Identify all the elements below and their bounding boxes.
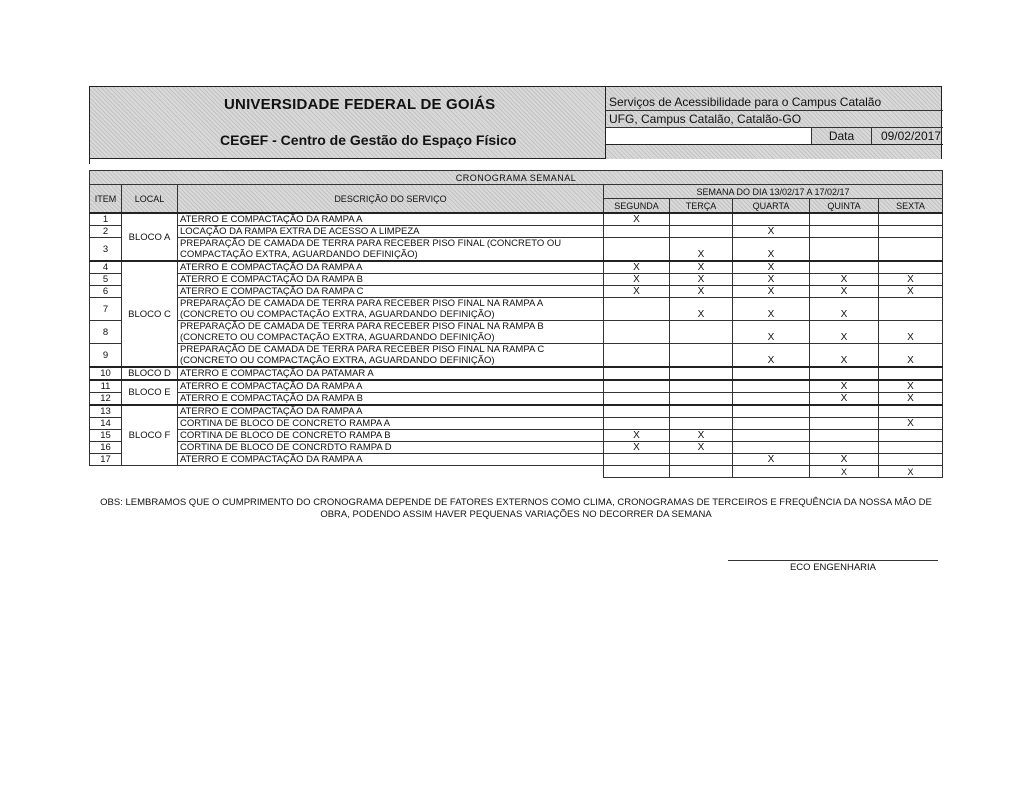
day-mark — [879, 367, 943, 380]
col-desc-header: DESCRIÇÃO DO SERVIÇO — [178, 185, 604, 214]
day-mark: X — [733, 226, 810, 238]
table-row — [90, 261, 943, 274]
day-header: TERÇA — [670, 199, 733, 214]
service-description: PREPARAÇÃO DE CAMADA DE TERRA PARA RECEBER PISO FINAL NA RAMPA A (CONCRETO OU COMPACTAÇÃO EXTRA, AGUARDANDO DEFINIÇÃO) — [178, 298, 604, 321]
day-header: SEXTA — [879, 199, 943, 214]
service-description: ATERRO E COMPACTAÇÃO DA RAMPA A — [178, 380, 604, 393]
day-mark: X — [604, 274, 670, 286]
item-number: 10 — [90, 367, 122, 380]
table-row — [90, 344, 943, 368]
item-number: 12 — [90, 393, 122, 406]
service-description: PREPARAÇÃO DE CAMADA DE TERRA PARA RECEBER PISO FINAL NA RAMPA B (CONCRETO OU COMPACTAÇÃO EXTRA, AGUARDANDO DEFINIÇÃO) — [178, 321, 604, 344]
day-mark — [810, 367, 879, 380]
location-cell: BLOCO A — [122, 213, 178, 261]
day-mark — [733, 405, 810, 418]
day-mark: X — [810, 286, 879, 298]
day-mark: X — [810, 344, 879, 368]
day-mark — [604, 418, 670, 430]
day-mark: X — [604, 286, 670, 298]
day-mark: X — [670, 261, 733, 274]
date-value: 09/02/2017 — [871, 128, 943, 145]
day-mark — [879, 226, 943, 238]
day-mark: X — [670, 298, 733, 321]
service-location: UFG, Campus Catalão, Catalão-GO — [606, 111, 943, 128]
day-mark: X — [879, 418, 943, 430]
table-row — [90, 418, 943, 430]
day-mark — [810, 442, 879, 454]
day-mark: X — [733, 321, 810, 344]
service-description: LOCAÇÃO DA RAMPA EXTRA DE ACESSO A LIMPEZA — [178, 226, 604, 238]
day-mark: X — [879, 274, 943, 286]
day-mark — [810, 430, 879, 442]
day-mark — [733, 430, 810, 442]
table-row — [90, 466, 943, 478]
header-spacer — [90, 159, 943, 165]
day-mark — [604, 405, 670, 418]
day-mark — [670, 466, 733, 478]
day-mark — [604, 454, 670, 466]
day-mark: X — [733, 261, 810, 274]
table-row — [90, 430, 943, 442]
day-mark — [733, 393, 810, 406]
day-mark — [879, 261, 943, 274]
day-mark — [879, 238, 943, 262]
day-mark — [670, 405, 733, 418]
item-number: 5 — [90, 274, 122, 286]
header-institution-block — [90, 87, 606, 159]
day-mark — [670, 393, 733, 406]
day-mark — [733, 442, 810, 454]
day-mark: X — [810, 454, 879, 466]
item-number: 16 — [90, 442, 122, 454]
day-mark: X — [670, 286, 733, 298]
col-local-header: LOCAL — [122, 185, 178, 214]
day-mark: X — [879, 321, 943, 344]
day-mark: X — [604, 261, 670, 274]
table-row — [90, 213, 943, 226]
item-number: 14 — [90, 418, 122, 430]
table-row — [90, 226, 943, 238]
day-header: QUARTA — [733, 199, 810, 214]
day-mark — [670, 418, 733, 430]
day-mark — [733, 213, 810, 226]
day-mark: X — [604, 442, 670, 454]
item-number: 3 — [90, 238, 122, 262]
location-cell: BLOCO E — [122, 380, 178, 405]
table-row — [90, 405, 943, 418]
day-mark — [604, 344, 670, 368]
service-description: ATERRO E COMPACTAÇÃO DA PATAMAR A — [178, 367, 604, 380]
item-number: 7 — [90, 298, 122, 321]
day-mark: X — [733, 298, 810, 321]
item-number: 6 — [90, 286, 122, 298]
day-mark: X — [670, 274, 733, 286]
col-item-header: ITEM — [90, 185, 122, 214]
day-mark — [670, 213, 733, 226]
day-mark — [810, 226, 879, 238]
signature-line — [728, 560, 938, 561]
day-mark — [810, 418, 879, 430]
service-description: PREPARAÇÃO DE CAMADA DE TERRA PARA RECEBER PISO FINAL NA RAMPA C (CONCRETO OU COMPACTAÇÃO EXTRA, AGUARDANDO DEFINIÇÃO) — [178, 344, 604, 368]
day-mark — [604, 298, 670, 321]
table-row — [90, 238, 943, 262]
university-title: UNIVERSIDADE FEDERAL DE GOIÁS — [224, 96, 496, 113]
observation-note: OBS: LEMBRAMOS QUE O CUMPRIMENTO DO CRONOGRAMA DEPENDE DE FATORES EXTERNOS COMO CLIMA, CRONOGRAMAS DE TERCEIROS E FREQUÊNCIA DA NOSSA MÃO DE OBRA, PODENDO ASSIM HAVER PEQUENAS VARIAÇÕES NO DECORRER DA SEMANA — [100, 497, 932, 520]
day-mark: X — [670, 442, 733, 454]
day-mark — [733, 380, 810, 393]
department-title: CEGEF - Centro de Gestão do Espaço Físico — [220, 132, 517, 148]
day-mark: X — [879, 466, 943, 478]
day-mark — [604, 321, 670, 344]
blank-cell — [90, 466, 604, 478]
item-number: 8 — [90, 321, 122, 344]
item-number: 13 — [90, 405, 122, 418]
table-row — [90, 298, 943, 321]
day-mark: X — [879, 380, 943, 393]
day-mark: X — [670, 430, 733, 442]
service-name: Serviços de Acessibilidade para o Campus Catalão — [606, 94, 943, 111]
service-description: PREPARAÇÃO DE CAMADA DE TERRA PARA RECEBER PISO FINAL (CONCRETO OU COMPACTAÇÃO EXTRA, AGUARDANDO DEFINIÇÃO) — [178, 238, 604, 262]
day-mark: X — [670, 238, 733, 262]
signature-name: ECO ENGENHARIA — [789, 562, 877, 573]
service-description: ATERRO E COMPACTAÇÃO DA RAMPA A — [178, 405, 604, 418]
day-mark — [670, 380, 733, 393]
table-row — [90, 454, 943, 466]
day-mark: X — [604, 430, 670, 442]
day-header: SEGUNDA — [604, 199, 670, 214]
day-mark: X — [733, 454, 810, 466]
day-mark — [810, 238, 879, 262]
day-mark — [879, 430, 943, 442]
day-mark: X — [810, 321, 879, 344]
day-mark: X — [604, 213, 670, 226]
day-mark — [604, 238, 670, 262]
day-mark: X — [733, 274, 810, 286]
service-description: ATERRO E COMPACTAÇÃO DA RAMPA B — [178, 393, 604, 406]
schedule-body — [90, 213, 943, 477]
day-mark — [810, 405, 879, 418]
location-cell: BLOCO D — [122, 367, 178, 380]
day-mark — [879, 213, 943, 226]
day-mark — [879, 442, 943, 454]
day-mark: X — [733, 238, 810, 262]
day-mark — [604, 226, 670, 238]
day-mark: X — [879, 344, 943, 368]
day-mark — [670, 226, 733, 238]
service-description: CORTINA DE BLOCO DE CONCRDTO RAMPA D — [178, 442, 604, 454]
service-description: CORTINA DE BLOCO DE CONCRETO RAMPA B — [178, 430, 604, 442]
weekly-schedule-table — [89, 170, 943, 478]
date-label: Data — [811, 128, 871, 145]
service-description: ATERRO E COMPACTAÇÃO DA RAMPA A — [178, 261, 604, 274]
day-mark — [670, 321, 733, 344]
table-row — [90, 286, 943, 298]
day-mark — [810, 213, 879, 226]
service-description: ATERRO E COMPACTAÇÃO DA RAMPA C — [178, 286, 604, 298]
table-row — [90, 442, 943, 454]
day-mark — [733, 367, 810, 380]
table-row — [90, 380, 943, 393]
day-mark — [604, 380, 670, 393]
service-description: ATERRO E COMPACTAÇÃO DA RAMPA B — [178, 274, 604, 286]
day-mark: X — [733, 286, 810, 298]
day-mark — [879, 298, 943, 321]
day-mark: X — [733, 344, 810, 368]
day-mark — [670, 367, 733, 380]
day-mark — [604, 466, 670, 478]
item-number: 17 — [90, 454, 122, 466]
day-mark: X — [810, 274, 879, 286]
item-number: 2 — [90, 226, 122, 238]
item-number: 11 — [90, 380, 122, 393]
service-description: CORTINA DE BLOCO DE CONCRETO RAMPA A — [178, 418, 604, 430]
day-mark — [879, 454, 943, 466]
item-number: 1 — [90, 213, 122, 226]
day-mark — [733, 418, 810, 430]
day-mark — [733, 466, 810, 478]
location-cell: BLOCO F — [122, 405, 178, 466]
week-range-header: SEMANA DO DIA 13/02/17 A 17/02/17 — [604, 185, 943, 199]
day-mark: X — [810, 298, 879, 321]
blank-field — [606, 128, 811, 145]
item-number: 4 — [90, 261, 122, 274]
document-header — [89, 86, 942, 164]
location-cell: BLOCO C — [122, 261, 178, 367]
table-row — [90, 367, 943, 380]
day-mark — [670, 454, 733, 466]
day-mark — [670, 344, 733, 368]
service-description: ATERRO E COMPACTAÇÃO DA RAMPA A — [178, 454, 604, 466]
day-mark — [604, 367, 670, 380]
day-mark: X — [810, 393, 879, 406]
day-header: QUINTA — [810, 199, 879, 214]
day-mark: X — [879, 393, 943, 406]
day-mark — [879, 405, 943, 418]
table-row — [90, 321, 943, 344]
day-mark: X — [879, 286, 943, 298]
service-description: ATERRO E COMPACTAÇÃO DA RAMPA A — [178, 213, 604, 226]
day-mark — [810, 261, 879, 274]
item-number: 9 — [90, 344, 122, 368]
schedule-title: CRONOGRAMA SEMANAL — [90, 171, 943, 185]
table-row — [90, 274, 943, 286]
day-mark — [604, 393, 670, 406]
day-mark: X — [810, 466, 879, 478]
item-number: 15 — [90, 430, 122, 442]
table-row — [90, 393, 943, 406]
day-mark: X — [810, 380, 879, 393]
